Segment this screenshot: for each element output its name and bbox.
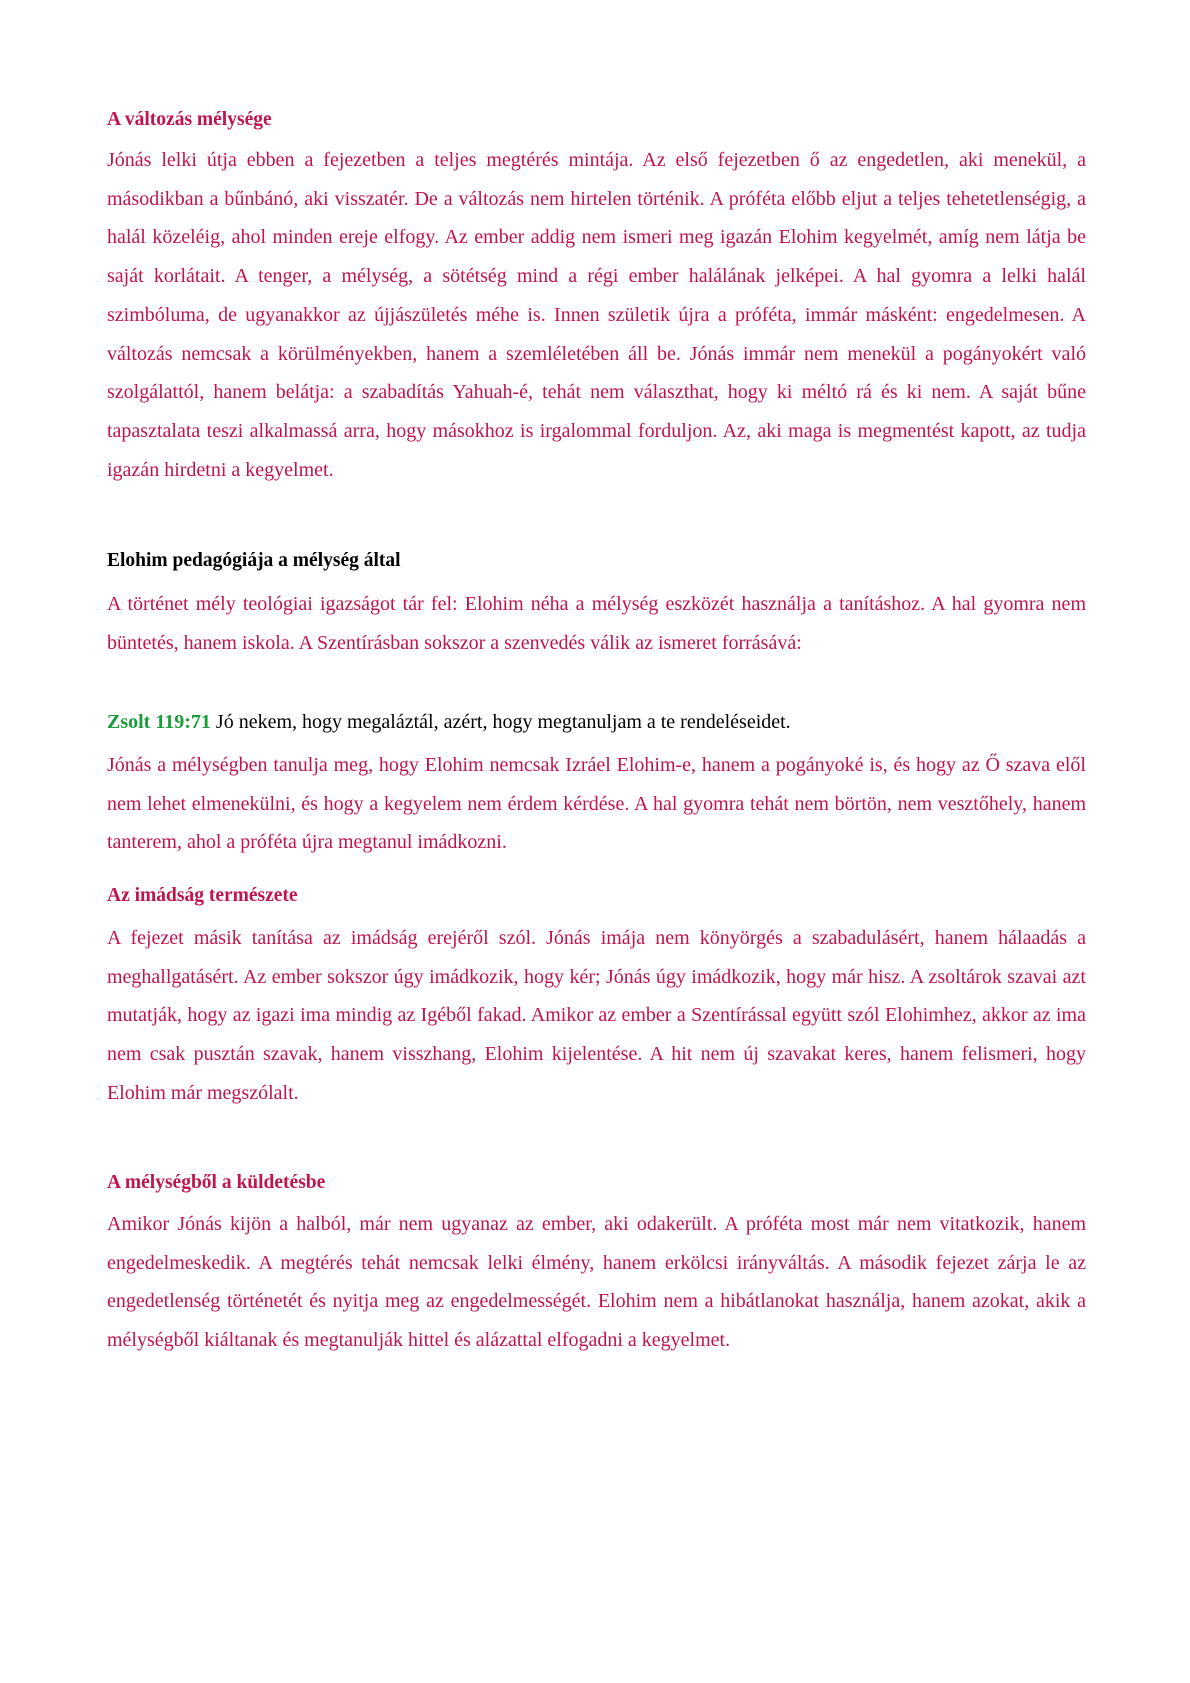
section-paragraph: Jónás a mélységben tanulja meg, hogy Elohim nemcsak Izráel Elohim-e, hanem a pogányoké is, és hogy az Ő szava elől nem lehet elmenekülni, és hogy a kegyelem nem érdem kérdése. A hal gyomra tehát nem börtön, nem vesztőhely, hanem tanterem, ahol a próféta újra megtanul imádkozni.: [107, 754, 1086, 854]
verse-text: Jó nekem, hogy megaláztál, azért, hogy megtanuljam a te rendeléseidet.: [215, 711, 791, 733]
section-heading: Az imádság természete: [107, 885, 298, 906]
section-paragraph: Amikor Jónás kijön a halból, már nem ugyanaz az ember, aki odakerült. A próféta most már nem vitatkozik, hanem engedelmeskedik. A megtérés tehát nemcsak lelki élmény, hanem erkölcsi irányváltás. A második fejezet zárja le az engedetlenség történetét és nyitja meg az engedelmességét. Elohim nem a hibátlanokat használja, hanem azokat, akik a mélységből kiáltanak és megtanulják hittel és alázattal elfogadni a kegyelmet.: [107, 1213, 1086, 1352]
section-heading: A mélységből a küldetésbe: [107, 1172, 326, 1193]
scripture-verse: [107, 703, 1086, 742]
section-heading: A változás mélysége: [107, 109, 272, 130]
verse-reference: Zsolt 119:71: [107, 711, 211, 733]
section-paragraph: A történet mély teológiai igazságot tár fel: Elohim néha a mélység eszközét használja a tanításhoz. A hal gyomra nem büntetés, hanem iskola. A Szentírásban sokszor a szenvedés válik az ismeret forrásává:: [107, 593, 1086, 654]
section-paragraph: A fejezet másik tanítása az imádság erejéről szól. Jónás imája nem könyörgés a szabadulásért, hanem hálaadás a meghallgatásért. Az ember sokszor úgy imádkozik, hogy kér; Jónás úgy imádkozik, hogy már hisz. A zsoltárok szavai azt mutatják, hogy az igazi ima mindig az Igéből fakad. Amikor az ember a Szentírással együtt szól Elohimhez, akkor az ima nem csak pusztán szavak, hanem visszhang, Elohim kijelentése. A hit nem új szavakat keres, hanem felismeri, hogy Elohim már megszólalt.: [107, 927, 1086, 1104]
section-heading: Elohim pedagógiája a mélység által: [107, 550, 401, 571]
section-paragraph: Jónás lelki útja ebben a fejezetben a teljes megtérés mintája. Az első fejezetben ő az engedetlen, aki menekül, a másodikban a bűnbánó, aki visszatér. De a változás nem hirtelen történik. A próféta előbb eljut a teljes tehetetlenségig, a halál közeléig, ahol minden ereje elfogy. Az ember addig nem ismeri meg igazán Elohim kegyelmét, amíg nem látja be saját korlátait. A tenger, a mélység, a sötétség mind a régi ember halálának jelképei. A hal gyomra a lelki halál szimbóluma, de ugyanakkor az újjászületés méhe is. Innen születik újra a próféta, immár másként: engedelmesen. A változás nemcsak a körülményekben, hanem a szemléletében áll be. Jónás immár nem menekül a pogányokért való szolgálattól, hanem belátja: a szabadítás Yahuah-é, tehát nem választhat, hogy ki méltó rá és ki nem. A saját bűne tapasztalata teszi alkalmassá arra, hogy másokhoz is irgalommal forduljon. Az, aki maga is megmentést kapott, az tudja igazán hirdetni a kegyelmet.: [107, 149, 1086, 481]
